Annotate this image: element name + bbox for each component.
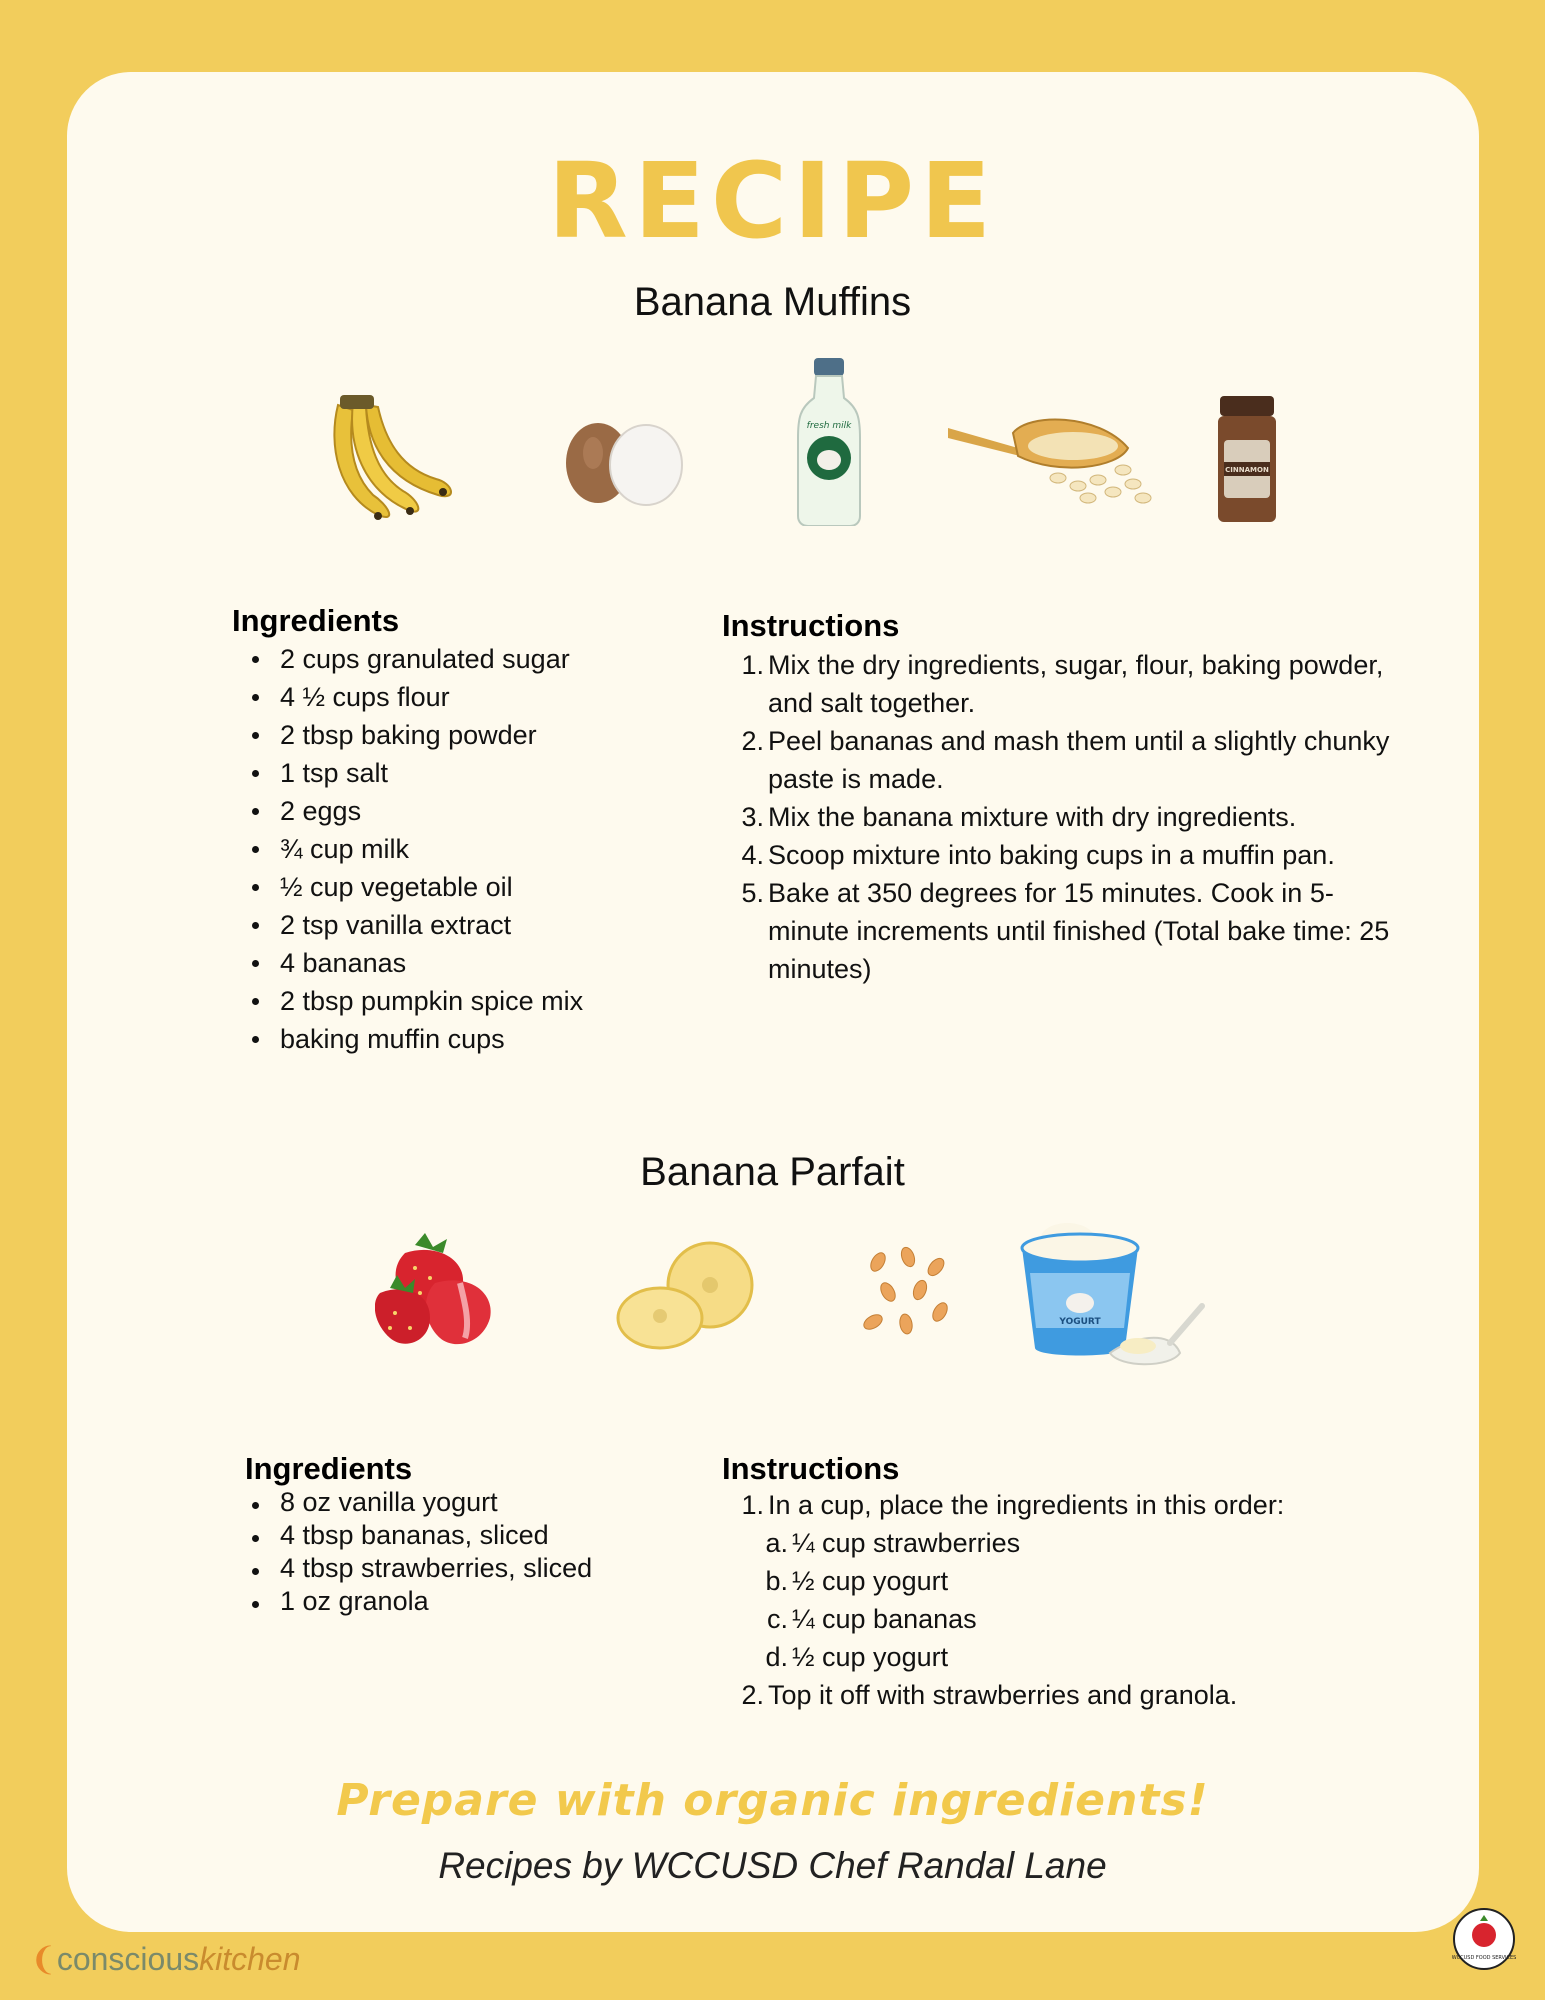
substep-text: ¼ cup bananas (792, 1604, 977, 1634)
substep-letter: b. (765, 1566, 788, 1596)
list-item: 2 cups granulated sugar (232, 640, 672, 678)
step-text: Scoop mixture into baking cups in a muffin pan. (768, 840, 1335, 870)
step-number: 1. (741, 650, 764, 680)
substep-text: ¼ cup strawberries (792, 1528, 1021, 1558)
instructions-list (722, 646, 1402, 988)
list-item: 2 tsp vanilla extract (232, 906, 672, 944)
list-item: 2 tbsp pumpkin spice mix (232, 982, 672, 1020)
ingredients-heading-parfait: Ingredients (245, 1451, 413, 1486)
logo-part2: kitchen (199, 1941, 301, 1977)
seal-text: WCCUSD FOOD SERVICES (1452, 1955, 1516, 1961)
list-item: 4 tbsp bananas, sliced (232, 1519, 692, 1552)
tagline: Prepare with organic ingredients! (336, 1775, 1209, 1826)
list-item: 8 oz vanilla yogurt (232, 1486, 692, 1519)
step-number: 2. (741, 1680, 764, 1710)
ingredients-list (232, 640, 672, 1058)
list-item: 2 tbsp baking powder (232, 716, 672, 754)
banana-slices-image (615, 1240, 755, 1350)
oats-scoop-image (948, 408, 1158, 508)
logo-part1: conscious (56, 1941, 200, 1977)
cinnamon-label: CINNAMON (1225, 466, 1269, 474)
substep (746, 1524, 1402, 1562)
ingredients-list-parfait (232, 1486, 692, 1618)
instructions-heading: Instructions (722, 608, 900, 643)
eggs-image (558, 415, 688, 510)
instruction-step (722, 1676, 1402, 1714)
step-number: 4. (741, 840, 764, 870)
step-text: In a cup, place the ingredients in this order: (768, 1490, 1285, 1520)
step-text: Bake at 350 degrees for 15 minutes. Cook in 5-minute increments until finished (Total bake time: 25 minutes) (768, 878, 1390, 984)
substep-letter: a. (765, 1528, 788, 1558)
step-number: 3. (741, 802, 764, 832)
milk-label: fresh milk (806, 421, 852, 431)
list-item: baking muffin cups (232, 1020, 672, 1058)
list-item: ½ cup vegetable oil (232, 868, 672, 906)
substep (746, 1600, 1402, 1638)
substep (746, 1562, 1402, 1600)
substep (746, 1638, 1402, 1676)
step-number: 2. (741, 726, 764, 756)
yogurt-cup-image (1020, 1218, 1205, 1368)
list-item: 1 oz granola (232, 1585, 692, 1618)
instruction-step (722, 836, 1402, 874)
recipe-credit: Recipes by WCCUSD Chef Randal Lane (438, 1845, 1107, 1886)
instruction-step (722, 874, 1402, 988)
page-title: RECIPE (547, 140, 998, 262)
step-number: 1. (741, 1490, 764, 1520)
carrot-icon: ❨ (30, 1941, 57, 1977)
recipe-title-banana-muffins: Banana Muffins (633, 280, 912, 324)
instruction-step (722, 646, 1402, 722)
list-item: 4 ½ cups flour (232, 678, 672, 716)
cinnamon-jar-image (1218, 396, 1276, 522)
step-number: 5. (741, 878, 764, 908)
substep-letter: c. (766, 1604, 788, 1634)
substep-letter: d. (765, 1642, 788, 1672)
milk-bottle-image (794, 358, 864, 526)
substeps-list (746, 1524, 1402, 1676)
granola-image (858, 1242, 958, 1342)
ingredients-heading: Ingredients (232, 603, 400, 638)
step-text: Top it off with strawberries and granola. (768, 1680, 1238, 1710)
conscious-kitchen-logo (30, 1940, 301, 1978)
step-text: Mix the banana mixture with dry ingredients. (768, 802, 1297, 832)
instructions-list-parfait (722, 1486, 1402, 1714)
instruction-step (722, 798, 1402, 836)
list-item: 2 eggs (232, 792, 672, 830)
list-item: 4 bananas (232, 944, 672, 982)
instructions-heading-parfait: Instructions (722, 1451, 900, 1486)
recipe-title-banana-parfait: Banana Parfait (640, 1150, 905, 1194)
list-item: 4 tbsp strawberries, sliced (232, 1552, 692, 1585)
yogurt-label: YOGURT (1059, 1317, 1101, 1327)
wccusd-seal-logo (1452, 1907, 1516, 1971)
list-item: 1 tsp salt (232, 754, 672, 792)
step-text: Peel bananas and mash them until a slightly chunky paste is made. (768, 726, 1390, 794)
strawberries-image (375, 1233, 495, 1353)
substep-text: ½ cup yogurt (792, 1642, 949, 1672)
instruction-step (722, 722, 1402, 798)
substep-text: ½ cup yogurt (792, 1566, 949, 1596)
instruction-step (722, 1486, 1402, 1676)
list-item: ¾ cup milk (232, 830, 672, 868)
step-text: Mix the dry ingredients, sugar, flour, baking powder, and salt together. (768, 650, 1384, 718)
bananas-image (318, 395, 468, 525)
